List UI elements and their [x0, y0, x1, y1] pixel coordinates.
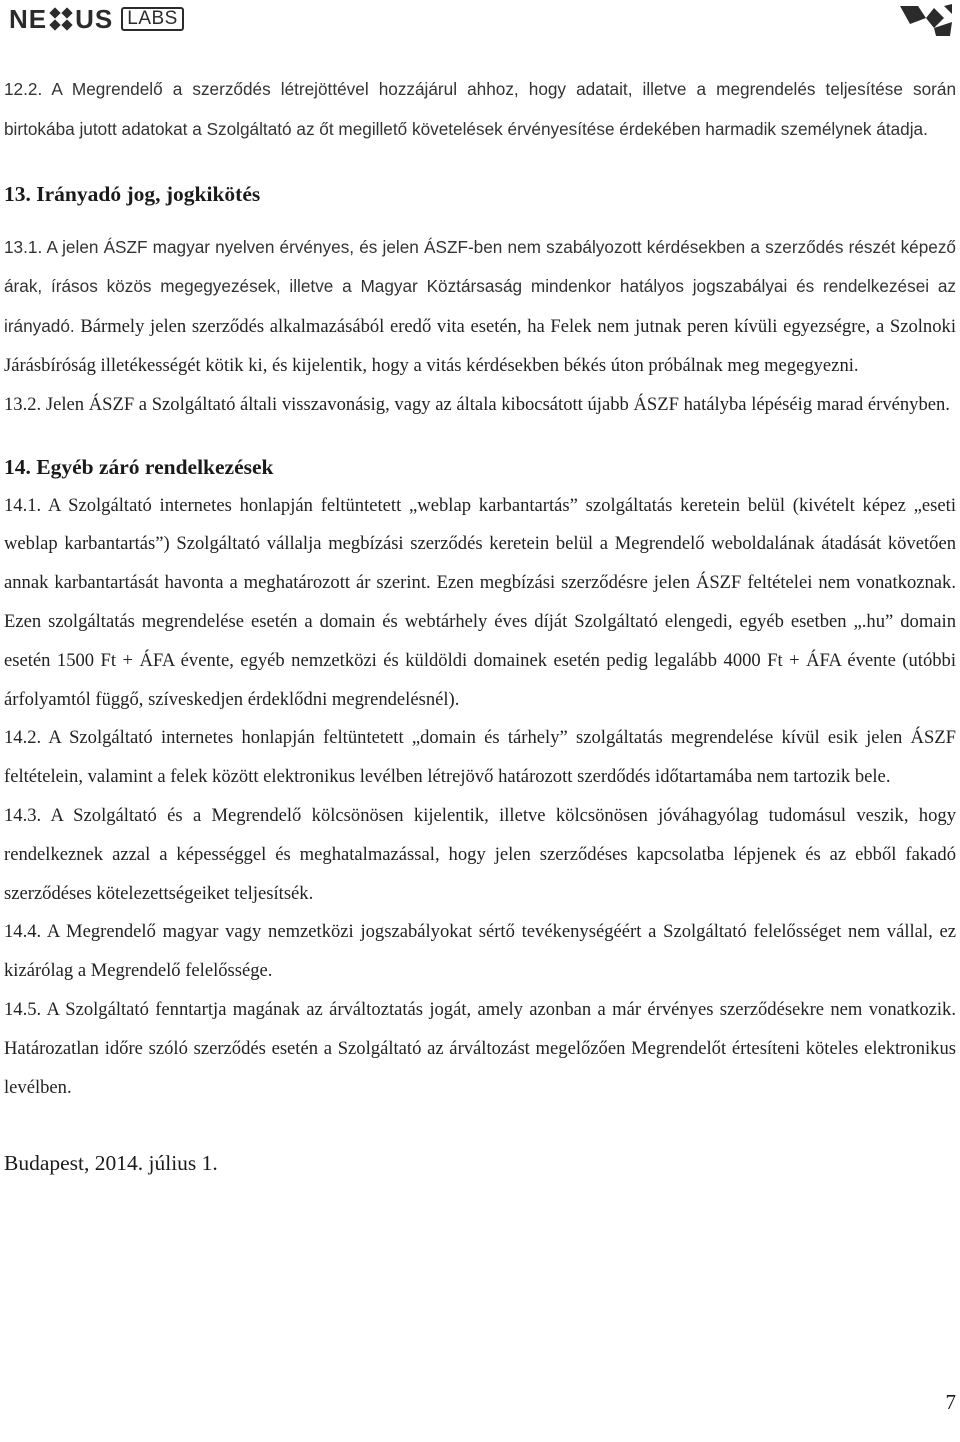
- paragraph-13-1-part-b: Bármely jelen szerződés alkalmazásából eredő vita esetén, ha Felek nem jutnak peren kívüli egyezségre, a Szolnoki Járásbíróság illetékességét kötik ki, és kijelentik, hogy a vitás kérdésekben békés úton próbálnak meg megegyezni.: [4, 316, 956, 376]
- section-heading-13: 13. Irányadó jog, jogkikötés: [4, 181, 261, 206]
- paragraph-12-2: 12.2. A Megrendelő a szerződés létrejöttével hozzájárul ahhoz, hogy adatait, illetve a megrendelés teljesítése során birtokába jutott adatokat a Szolgáltató az őt megillető követelések érvényesítése érdekében harmadik személynek átadja.: [4, 79, 956, 139]
- logo-text-part1: NE: [9, 4, 48, 34]
- paragraph-14-4: 14.4. A Megrendelő magyar vagy nemzetközi jogszabályokat sértő tevékenységéért a Szolgáltató felelősséget nem vállal, ez kizárólag a Megrendelő felelőssége.: [4, 921, 956, 982]
- paragraph-14-5: 14.5. A Szolgáltató fenntartja magának az árváltoztatás jogát, amely azonban a már érvényes szerződésekre nem vonatkozik. Határozatlan időre szóló szerződés esetén a Szolgáltató az árváltozást megelőzően Megrendelőt értesíteni köteles elektronikus levélben.: [4, 998, 956, 1098]
- paragraph-13-1-part-a: 13.1. A jelen ÁSZF magyar nyelven érvényes, és jelen ÁSZF-ben nem szabályozott kérdésekben a szerződés részét képező árak, írásos közös megegyezések, illetve a Magyar Köztársaság mindenkor hatályos jogszabályai és rendelkezései az irányadó.: [4, 236, 956, 337]
- page-header: [0, 0, 960, 46]
- document-body: [4, 70, 956, 1183]
- place-and-date: Budapest, 2014. július 1.: [4, 1151, 218, 1176]
- paragraph-13-1: [4, 228, 956, 386]
- logo-labs-badge: LABS: [121, 7, 184, 31]
- logo-text-part2: US: [75, 4, 114, 34]
- paragraph-13-2: 13.2. Jelen ÁSZF a Szolgáltató általi visszavonásig, vagy az általa kibocsátott újabb ÁSZF hatályba lépéséig marad érvényben.: [4, 393, 950, 415]
- brand-mark-icon: [898, 2, 954, 38]
- paragraph-14-3: 14.3. A Szolgáltató és a Megrendelő kölcsönösen kijelentik, illetve kölcsönösen jóváhagyólag tudomásul veszik, hogy rendelkeznek azzal a képességgel és meghatalmazással, hogy jelen szerződéses kapcsolatba lépjenek és az ebből fakadó szerződéses kötelezettségeiket teljesítsék.: [4, 804, 956, 904]
- paragraph-14-2: 14.2. A Szolgáltató internetes honlapján feltüntetett „domain és tárhely” szolgáltatás megrendelése kívül esik jelen ÁSZF feltételein, valamint a felek között elektronikus levélben létrejövő határozott szerdődés időtartamába nem tartozik bele.: [4, 727, 956, 788]
- nexus-labs-logo: [9, 4, 184, 34]
- paragraph-14-1: 14.1. A Szolgáltató internetes honlapján feltüntetett „weblap karbantartás” szolgáltatás keretein belül (kivételt képez „eseti weblap karbantartás”) Szolgáltató vállalja megbízási szerződés keretein belül a Megrendelő weboldalának átadását követően annak karbantartását havonta a meghatározott ár szerint. Ezen megbízási szerződésre jelen ÁSZF feltételei nem vonatkoznak. Ezen szolgáltatás megrendelése esetén a domain és webtárhely éves díját Szolgáltató elengedi, egyéb esetben „.hu” domain esetén 1500 Ft + ÁFA évente, egyéb nemzetközi és küldöldi domainek esetén pedig legalább 4000 Ft + ÁFA évente (utóbbi árfolyamtól függő, szíveskedjen érdeklődni megrendelésnél).: [4, 494, 956, 710]
- page-number: 7: [945, 1390, 956, 1414]
- section-heading-14: 14. Egyéb záró rendelkezések: [4, 454, 274, 479]
- logo-x-icon: [49, 7, 73, 31]
